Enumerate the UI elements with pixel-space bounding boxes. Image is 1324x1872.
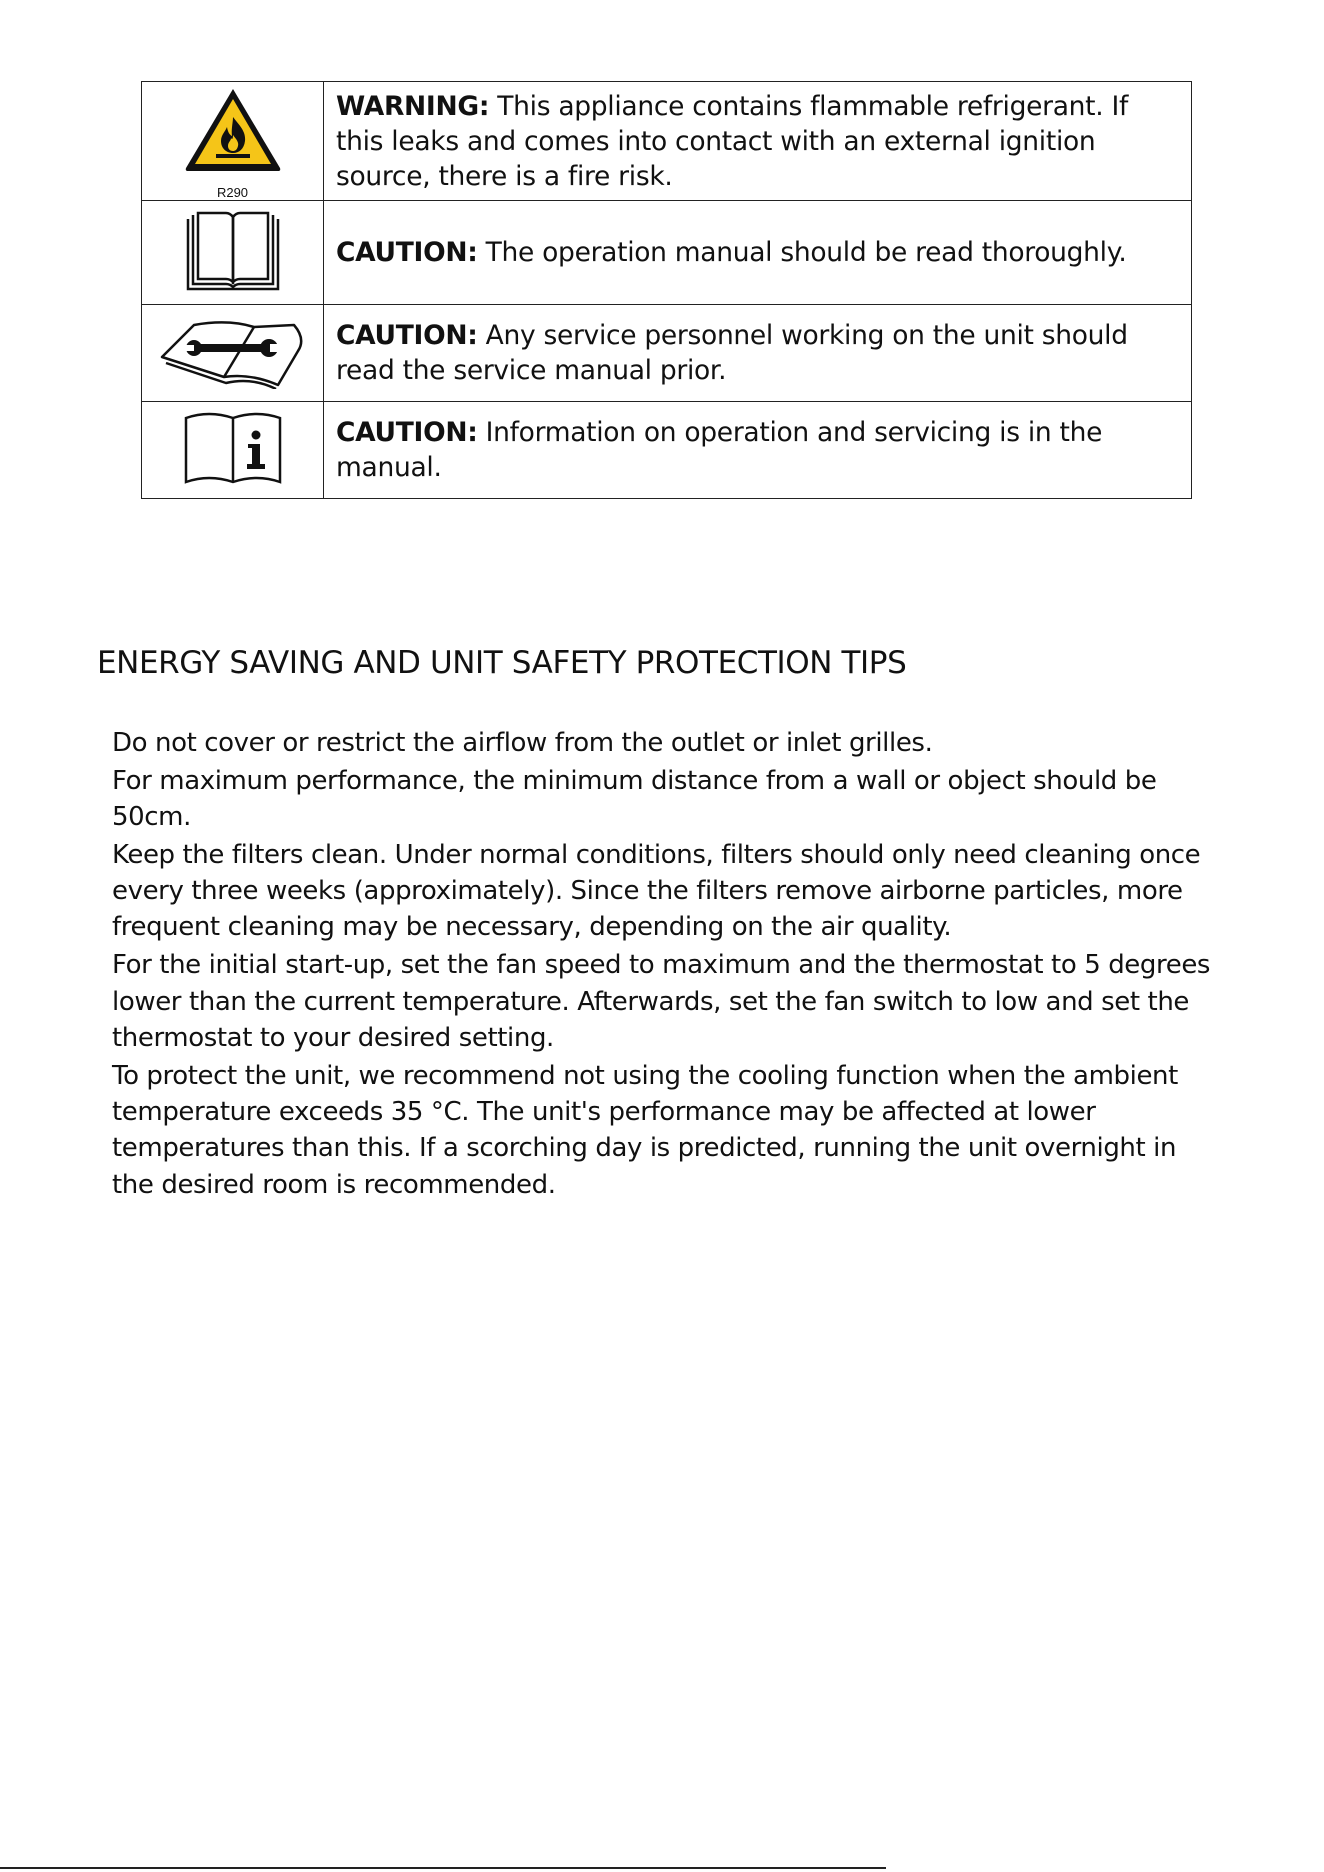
table-row [142, 201, 1192, 305]
list-item: Keep the filters clean. Under normal conditions, filters should only need cleaning once every three weeks (approximately). Since the filters remove airborne particles, more frequent cleaning may be necessary, depending on the air quality. [112, 839, 1201, 943]
caution-label: CAUTION: [336, 417, 478, 448]
tips-list [112, 725, 1222, 1204]
icon-cell [142, 201, 324, 305]
caution-body: Any service personnel working on the unit should read the service manual prior. [336, 320, 1128, 386]
list-item: To protect the unit, we recommend not using the cooling function when the ambient temperature exceeds 35 °C. The unit's performance may be affected at lower temperatures than this. If a scorching day is predicted, running the unit overnight in the desired room is recommended. [112, 1060, 1178, 1200]
flammable-triangle-icon [183, 86, 283, 174]
warning-text [324, 82, 1192, 201]
icon-cell [142, 402, 324, 499]
page-divider [0, 1867, 886, 1869]
table-row [142, 82, 1192, 201]
service-manual-wrench-icon [158, 313, 308, 389]
table-row [142, 305, 1192, 402]
caution-body: The operation manual should be read thoroughly. [477, 237, 1127, 268]
safety-symbols-table [141, 81, 1192, 499]
manual-info-icon [183, 410, 283, 486]
caution-body: Information on operation and servicing is in the manual. [336, 417, 1103, 483]
caution-text [324, 201, 1192, 305]
caution-label: CAUTION: [336, 237, 478, 268]
icon-cell [142, 305, 324, 402]
list-item: For maximum performance, the minimum distance from a wall or object should be 50cm. [112, 765, 1157, 833]
warning-label: WARNING: [336, 90, 490, 122]
caution-label: CAUTION: [336, 320, 478, 351]
list-item: Do not cover or restrict the airflow from the outlet or inlet grilles. [112, 728, 933, 758]
list-item: For the initial start-up, set the fan speed to maximum and the thermostat to 5 degrees lower than the current temperature. Afterwards, set the fan switch to low and set the thermostat to your desired setting. [112, 950, 1211, 1053]
caution-text [324, 402, 1192, 499]
icon-cell [142, 82, 324, 201]
refrigerant-code: R290 [216, 185, 249, 200]
table-row [142, 402, 1192, 499]
section-heading: ENERGY SAVING AND UNIT SAFETY PROTECTION TIPS [97, 645, 907, 681]
warning-body: This appliance contains flammable refrigerant. If this leaks and comes into contact with an external ignition source, there is a fire risk. [336, 90, 1129, 192]
caution-text [324, 305, 1192, 402]
operation-manual-icon [186, 211, 280, 291]
